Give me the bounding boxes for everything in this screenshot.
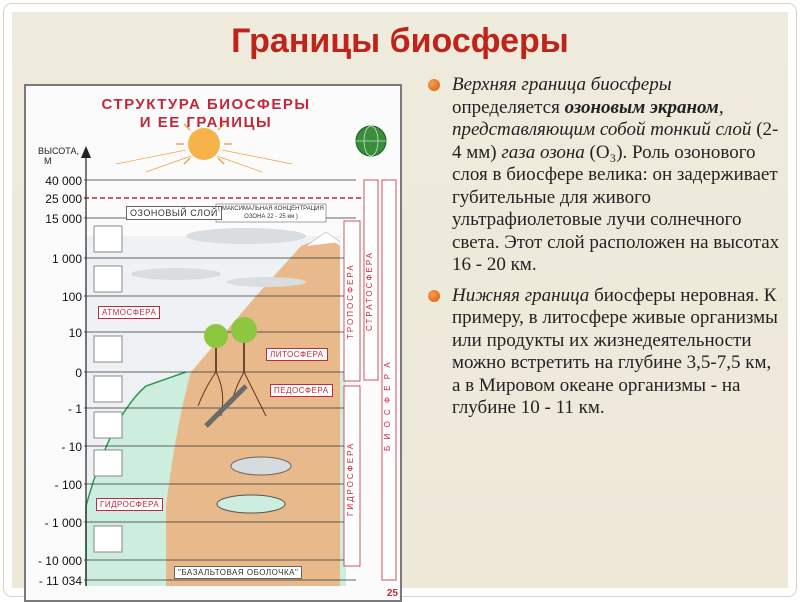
troposphere-vertical-label: ТРОПОСФЕРА: [346, 263, 355, 339]
stratosphere-vertical-label: СТРАТОСФЕРА: [365, 251, 374, 331]
cloud: [226, 277, 306, 287]
ozone-note: ( МАКСИМАЛЬНАЯ КОНЦЕНТРАЦИЯ ОЗОНА 22 - 25 км ): [218, 206, 324, 220]
atmosphere-label: АТМОСФЕРА: [98, 306, 160, 319]
altitude-label: - 1 000: [44, 516, 82, 530]
biosphere-figure: [24, 84, 402, 602]
axis-arrow: [81, 146, 91, 158]
altitude-label: - 10 000: [37, 554, 82, 568]
ozone-cloud: [186, 228, 306, 244]
altitude-label: 10: [68, 326, 82, 340]
altitude-label: 15 000: [45, 212, 82, 226]
hydrosphere-vertical-label: ГИДРОСФЕРА: [346, 441, 355, 516]
text-fragment: (О₃). Роль озонового слоя в биосфере велика: он задерживает губительные для живого ультрафиолетовые лучи солнечного света. Этот слой расположен на высотах 16 - 20 км.: [452, 141, 780, 275]
biosphere-vertical-label: Б И О С Ф Е Р А: [383, 360, 392, 452]
globe-icon: [356, 126, 386, 156]
ozone-layer-label: ОЗОНОВЫЙ СЛОЙ: [126, 206, 222, 220]
text-fragment: биосферы неровная. К примеру, в литосфере живые организмы или продукты их жизнедеятельности можно встретить на глубине 3,5-7,5 км, а в Мировом океане организмы - на глубине 10 - 11 км.: [452, 284, 778, 418]
figure-page-number: 25: [386, 588, 398, 599]
water-pocket: [217, 495, 285, 513]
bullet-dot-icon: [428, 290, 440, 302]
axis-title-line2: М: [44, 156, 52, 166]
text-fragment: , представляющим собой тонкий слой: [452, 96, 752, 140]
altitude-label: - 1: [67, 402, 82, 416]
oil-pocket: [231, 457, 291, 475]
lithosphere-label: ЛИТОСФЕРА: [266, 348, 328, 361]
lower-boundary-term: Нижняя граница: [452, 284, 590, 306]
altitude-label: - 11 034: [38, 574, 82, 588]
axis-title: [38, 146, 79, 166]
text-fragment: определяется: [452, 96, 565, 118]
figure-drawing: [26, 86, 400, 600]
altitude-label: 25 000: [45, 192, 82, 206]
text-column: [422, 74, 782, 428]
cloud: [131, 268, 221, 280]
figure-title-line2: И ЕЕ ГРАНИЦЫ: [139, 114, 273, 131]
altitude-label: - 10: [61, 440, 82, 454]
axis-title-line1: ВЫСОТА,: [38, 146, 79, 156]
bullet-lower-boundary: [422, 285, 782, 420]
pedosphere-label: ПЕДОСФЕРА: [270, 384, 333, 397]
text-fragment: (2-4 мм): [452, 119, 779, 163]
altitude-label: - 100: [54, 478, 82, 492]
hydrosphere-label: ГИДРОСФЕРА: [96, 498, 163, 511]
bullet-dot-icon: [428, 79, 440, 91]
figure-title: [96, 96, 316, 132]
altitude-label: 100: [61, 290, 82, 304]
altitude-label: 40 000: [45, 174, 82, 188]
slide-title: Границы биосферы: [231, 22, 569, 60]
bullet-upper-boundary: [422, 74, 782, 277]
slide: [4, 4, 796, 599]
upper-boundary-term: Верхняя граница биосферы: [452, 74, 672, 95]
altitude-label: 1 000: [51, 252, 82, 266]
text-fragment: газа озона: [501, 141, 585, 163]
figure-title-line1: СТРУКТУРА БИОСФЕРЫ: [101, 96, 311, 113]
altitude-label: 0: [75, 366, 82, 380]
ozone-screen-term: озоновым экраном: [564, 96, 719, 118]
basalt-label: "БАЗАЛЬТОВАЯ ОБОЛОЧКА": [174, 566, 302, 579]
